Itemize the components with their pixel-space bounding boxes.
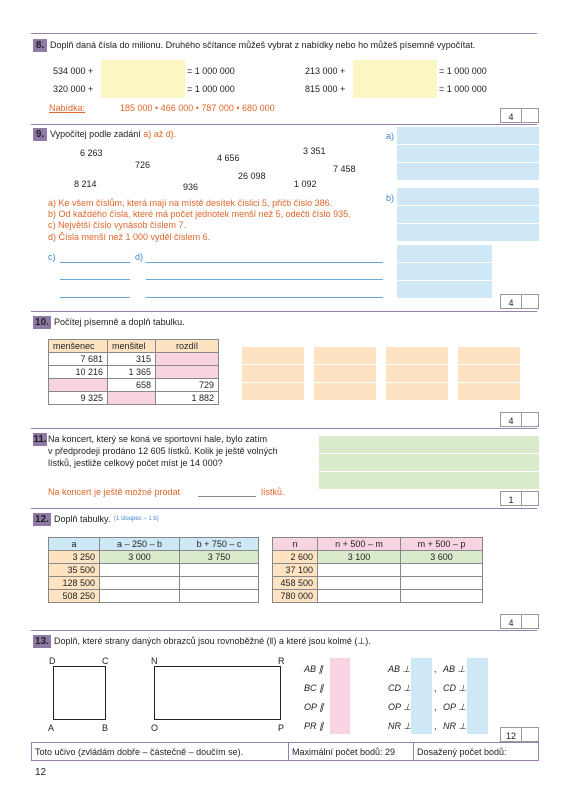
ex12-t1-cell: 3 000 xyxy=(100,551,180,564)
ex8-max-points: 4 xyxy=(508,112,514,122)
parallel-answer-box[interactable] xyxy=(330,677,350,696)
ex11-text: v předprodeji prodáno 12 605 lístků. Kolik je ještě volných xyxy=(48,446,278,456)
comma: , xyxy=(434,721,437,731)
ex8-offer-label: Nabídka: xyxy=(49,103,86,113)
ex12-t2-header: n + 500 – m xyxy=(318,538,401,551)
ex8-result: = 1 000 000 xyxy=(187,84,235,94)
ex12-t2-cell: 780 000 xyxy=(273,590,318,603)
ex10-work-area[interactable] xyxy=(458,347,520,364)
ex12-t2-answer[interactable] xyxy=(318,577,401,590)
ex13-max-points: 12 xyxy=(505,731,516,741)
footer-self-assessment: Toto učivo (zvládám dobře – částečně – doučím se). xyxy=(35,747,244,757)
ex8-answer-field[interactable] xyxy=(101,80,185,98)
ex10-cell: 10 216 xyxy=(49,366,108,379)
comma: , xyxy=(434,683,437,693)
ex11-answer-suffix: lístků. xyxy=(261,487,285,497)
ex9-answer-field-a[interactable] xyxy=(397,127,539,144)
ex10-header: rozdíl xyxy=(156,340,219,353)
ex12-t1-answer[interactable] xyxy=(100,577,180,590)
ex12-t2-header: n xyxy=(273,538,318,551)
ex12-t1-cell: 3 250 xyxy=(49,551,100,564)
ex12-table-2 xyxy=(272,537,483,603)
ex10-cell: 315 xyxy=(108,353,156,366)
perpendicular-prompt: CD ⊥ xyxy=(443,683,467,693)
ex10-answer-cell[interactable] xyxy=(156,366,219,379)
perpendicular-prompt: OP ⊥ xyxy=(388,702,412,712)
ex10-answer-cell[interactable] xyxy=(49,379,108,392)
ex9-number-item: 1 092 xyxy=(294,179,317,189)
perpendicular-prompt: CD ⊥ xyxy=(388,683,412,693)
ex9-number-item: 936 xyxy=(183,182,199,192)
ex12-number: 12. xyxy=(33,513,51,526)
ex9-number-item: 26 098 xyxy=(238,171,266,181)
comma: , xyxy=(434,702,437,712)
ex11-answer-prefix: Na koncert je ještě možné prodat xyxy=(48,487,181,497)
ex10-table xyxy=(48,339,219,405)
ex12-t2-cell: 458 500 xyxy=(273,577,318,590)
ex9-number: 9. xyxy=(33,128,47,141)
ex10-max-points: 4 xyxy=(508,416,514,426)
parallel-prompt: AB ∥ xyxy=(304,664,324,674)
ex8-answer-field[interactable] xyxy=(353,60,437,80)
ex9-label-b: b) xyxy=(386,193,395,203)
ex13-score-box xyxy=(500,727,539,742)
ex8-addend: 815 000 + xyxy=(305,84,346,94)
ex9-answer-line[interactable] xyxy=(60,279,130,280)
ex12-t1-cell: 3 750 xyxy=(180,551,259,564)
comma: , xyxy=(434,664,437,674)
vertex-label: B xyxy=(102,723,109,733)
ex10-answer-cell[interactable] xyxy=(108,392,156,405)
ex9-answer-line[interactable] xyxy=(60,262,130,263)
ex10-number: 10. xyxy=(33,316,51,329)
ex11-answer-line[interactable] xyxy=(198,496,256,497)
ex9-instruction-tasks: a) až d). xyxy=(143,129,177,139)
ex12-t1-answer[interactable] xyxy=(180,564,259,577)
ex12-t1-answer[interactable] xyxy=(180,590,259,603)
perpendicular-prompt: AB ⊥ xyxy=(443,664,466,674)
ex10-work-area[interactable] xyxy=(242,383,304,400)
ex12-t2-answer[interactable] xyxy=(318,564,401,577)
ex9-answer-line[interactable] xyxy=(146,262,383,263)
ex10-top-line xyxy=(31,311,537,312)
ex12-t1-cell: 508 250 xyxy=(49,590,100,603)
footer-max-points: Maximální počet bodů: 29 xyxy=(292,747,396,757)
ex12-top-line xyxy=(31,508,537,509)
vertex-label: N xyxy=(151,656,158,666)
vertex-label: O xyxy=(151,723,159,733)
ex8-answer-field[interactable] xyxy=(353,80,437,98)
perpendicular-answer-box[interactable] xyxy=(411,696,432,715)
square-figure xyxy=(53,666,106,720)
ex9-answer-field-cd[interactable] xyxy=(397,245,492,262)
ex8-result: = 1 000 000 xyxy=(439,84,487,94)
ex12-t2-cell: 2 600 xyxy=(273,551,318,564)
perpendicular-prompt: OP ⊥ xyxy=(443,702,467,712)
ex12-t2-cell: 3 100 xyxy=(318,551,401,564)
ex9-top-line xyxy=(31,124,537,125)
vertex-label: R xyxy=(278,656,285,666)
ex10-instruction: Počítej písemně a doplň tabulku. xyxy=(54,317,185,327)
ex10-work-area[interactable] xyxy=(242,347,304,364)
perpendicular-answer-box[interactable] xyxy=(467,677,488,696)
ex10-cell: 729 xyxy=(156,379,219,392)
parallel-answer-box[interactable] xyxy=(330,696,350,715)
vertex-label: C xyxy=(102,656,109,666)
ex9-label-c: c) xyxy=(48,252,56,262)
ex10-cell: 658 xyxy=(108,379,156,392)
ex13-instruction: Doplň, které strany daných obrazců jsou rovnoběžné (‖) a které jsou kolmé (⊥). xyxy=(54,636,371,646)
ex12-score-box xyxy=(500,614,539,629)
ex12-t1-answer[interactable] xyxy=(100,564,180,577)
ex8-answer-field[interactable] xyxy=(101,60,185,80)
perpendicular-answer-box[interactable] xyxy=(411,715,432,734)
footer-divider xyxy=(413,742,414,761)
ex10-header: menšenec xyxy=(49,340,108,353)
ex11-text: Na koncert, který se koná ve sportovní hale, bylo zatím xyxy=(48,434,268,444)
ex9-score-box xyxy=(500,294,539,309)
parallel-answer-box[interactable] xyxy=(330,658,350,677)
ex12-t2-header: m + 500 – p xyxy=(401,538,483,551)
ex11-text: lístků, jestliže celkový počet míst je 14 000? xyxy=(48,458,223,468)
ex13-top-line xyxy=(31,630,537,631)
parallel-answer-box[interactable] xyxy=(330,715,350,734)
ex9-number-item: 8 214 xyxy=(74,179,97,189)
ex9-task: c) Největší číslo vynásob číslem 7. xyxy=(48,220,187,230)
perpendicular-answer-box[interactable] xyxy=(467,715,488,734)
ex11-score-box xyxy=(500,491,539,506)
ex9-task: d) Čísla menší než 1 000 vyděl číslem 6. xyxy=(48,232,211,242)
ex11-work-area[interactable] xyxy=(319,436,539,453)
ex9-number-item: 7 458 xyxy=(333,164,356,174)
perpendicular-answer-box[interactable] xyxy=(467,696,488,715)
ex8-instruction: Doplň daná čísla do milionu. Druhého sčítance můžeš vybrat z nabídky nebo ho můžeš písemně vypočítat. xyxy=(50,40,476,50)
ex9-number-item: 726 xyxy=(135,160,151,170)
ex12-t2-cell: 37 100 xyxy=(273,564,318,577)
ex9-instruction-text: Vypočítej podle zadání xyxy=(50,129,144,139)
ex9-max-points: 4 xyxy=(508,298,514,308)
ex9-instruction xyxy=(50,129,176,139)
ex10-work-area[interactable] xyxy=(314,365,376,382)
ex10-work-area[interactable] xyxy=(386,347,448,364)
parallel-prompt: BC ∥ xyxy=(304,683,324,693)
ex9-number-item: 4 656 xyxy=(217,153,240,163)
footer-divider xyxy=(288,742,289,761)
ex10-work-area[interactable] xyxy=(314,347,376,364)
ex9-answer-field-a[interactable] xyxy=(397,145,539,162)
perpendicular-prompt: AB ⊥ xyxy=(388,664,411,674)
ex12-max-points: 4 xyxy=(508,618,514,628)
ex10-work-area[interactable] xyxy=(386,365,448,382)
ex10-work-area[interactable] xyxy=(458,383,520,400)
ex9-task: a) Ke všem číslům, která mají na místě desítek číslici 5, přičti číslo 386. xyxy=(48,198,333,208)
ex11-number: 11. xyxy=(33,434,47,445)
ex8-offer: 185 000 • 466 000 • 787 000 • 680 000 xyxy=(120,103,275,113)
ex8-result: = 1 000 000 xyxy=(439,66,487,76)
ex13-number: 13. xyxy=(33,635,51,648)
ex10-cell: 1 365 xyxy=(108,366,156,379)
ex9-answer-field-a[interactable] xyxy=(397,163,539,180)
ex9-answer-field-b[interactable] xyxy=(397,224,539,241)
ex11-work-area[interactable] xyxy=(319,454,539,471)
page-number: 12 xyxy=(35,767,47,778)
ex10-work-area[interactable] xyxy=(386,383,448,400)
ex8-addend: 213 000 + xyxy=(305,66,346,76)
perpendicular-answer-box[interactable] xyxy=(411,677,432,696)
ex9-answer-field-cd[interactable] xyxy=(397,281,492,298)
ex10-cell: 9 325 xyxy=(49,392,108,405)
rectangle-figure xyxy=(154,666,281,720)
ex9-number-item: 6 263 xyxy=(80,148,103,158)
ex12-t2-answer[interactable] xyxy=(401,590,483,603)
ex10-work-area[interactable] xyxy=(314,383,376,400)
footer-achieved-points: Dosažený počet bodů: xyxy=(417,747,507,757)
ex12-t1-cell: 35 500 xyxy=(49,564,100,577)
vertex-label: A xyxy=(48,723,55,733)
perpendicular-answer-box[interactable] xyxy=(411,658,432,677)
vertex-label: P xyxy=(278,723,285,733)
ex12-t1-header: b + 750 – c xyxy=(180,538,259,551)
ex9-task: b) Od každého čísla, které má počet jednotek menší než 5, odečti číslo 935. xyxy=(48,209,351,219)
ex11-max-points: 1 xyxy=(508,495,514,505)
ex9-answer-field-b[interactable] xyxy=(397,188,539,205)
ex12-table-1 xyxy=(48,537,259,603)
ex11-top-line xyxy=(31,428,537,429)
ex12-t2-answer[interactable] xyxy=(401,564,483,577)
ex12-t1-header: a xyxy=(49,538,100,551)
ex12-t2-answer[interactable] xyxy=(318,590,401,603)
ex12-t1-header: a – 250 – b xyxy=(100,538,180,551)
ex9-number-item: 3 351 xyxy=(303,146,326,156)
ex11-work-area[interactable] xyxy=(319,472,539,489)
parallel-prompt: PR ∥ xyxy=(304,721,324,731)
ex12-hint: (1 sloupec – 1 b) xyxy=(114,516,159,522)
ex9-label-d: d) xyxy=(135,252,144,262)
ex12-t2-cell: 3 600 xyxy=(401,551,483,564)
ex9-label-a: a) xyxy=(386,131,395,141)
ex9-answer-line[interactable] xyxy=(146,279,383,280)
ex10-work-area[interactable] xyxy=(242,365,304,382)
ex9-answer-line[interactable] xyxy=(146,297,383,298)
ex8-result: = 1 000 000 xyxy=(187,66,235,76)
perpendicular-prompt: NR ⊥ xyxy=(443,721,467,731)
ex8-addend: 534 000 + xyxy=(53,66,94,76)
ex10-score-box xyxy=(500,412,539,427)
ex9-answer-line[interactable] xyxy=(60,297,130,298)
ex10-answer-cell[interactable] xyxy=(156,353,219,366)
ex8-top-line xyxy=(31,33,537,34)
perpendicular-answer-box[interactable] xyxy=(467,658,488,677)
ex12-t1-answer[interactable] xyxy=(180,577,259,590)
ex9-answer-field-b[interactable] xyxy=(397,206,539,223)
ex12-t1-cell: 128 500 xyxy=(49,577,100,590)
ex8-number: 8. xyxy=(33,39,47,52)
parallel-prompt: OP ∥ xyxy=(304,702,324,712)
ex10-cell: 1 882 xyxy=(156,392,219,405)
perpendicular-prompt: NR ⊥ xyxy=(388,721,412,731)
ex10-header: menšitel xyxy=(108,340,156,353)
ex10-work-area[interactable] xyxy=(458,365,520,382)
ex12-t1-answer[interactable] xyxy=(100,590,180,603)
ex12-t2-answer[interactable] xyxy=(401,577,483,590)
ex8-addend: 320 000 + xyxy=(53,84,94,94)
ex12-instruction: Doplň tabulky. xyxy=(54,514,111,524)
ex10-cell: 7 681 xyxy=(49,353,108,366)
ex8-score-box xyxy=(500,108,539,123)
vertex-label: D xyxy=(49,656,56,666)
ex9-answer-field-cd[interactable] xyxy=(397,263,492,280)
